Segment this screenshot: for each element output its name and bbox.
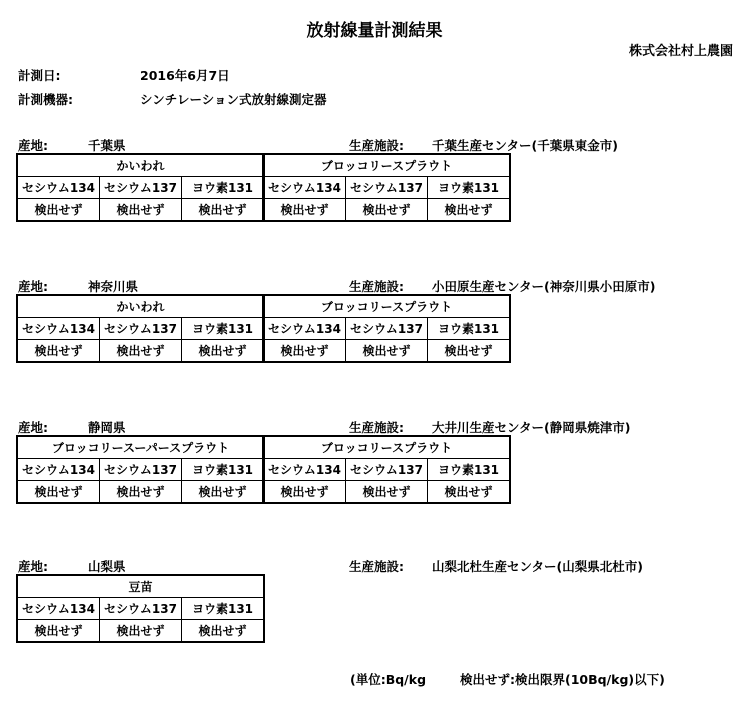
origin-value: 静岡県 [88, 420, 126, 435]
result-cs134: 検出せず [17, 620, 100, 643]
product-name: ブロッコリースーパースプラウト [17, 436, 264, 459]
origin-label: 産地: [18, 420, 48, 435]
measure-date-value: 2016年6月7日 [140, 68, 230, 83]
result-i131: 検出せず [428, 481, 511, 504]
facility-label: 生産施設: [349, 420, 404, 435]
header-cs137: セシウム137 [346, 459, 428, 481]
section-shizuoka [0, 418, 749, 528]
facility-label: 生産施設: [349, 138, 404, 153]
result-table [16, 153, 265, 222]
result-i131: 検出せず [182, 620, 265, 643]
product-name: かいわれ [17, 154, 264, 177]
header-i131: ヨウ素131 [428, 318, 511, 340]
measure-date-label: 計測日: [18, 68, 61, 83]
result-table [16, 294, 265, 363]
product-name: かいわれ [17, 295, 264, 318]
origin-label: 産地: [18, 279, 48, 294]
result-cs137: 検出せず [346, 481, 428, 504]
instrument-value: シンチレーション式放射線測定器 [140, 92, 327, 107]
header-cs134: セシウム134 [17, 318, 100, 340]
instrument-row [18, 90, 327, 108]
result-cs134: 検出せず [17, 199, 100, 222]
section-yamanashi [0, 557, 749, 667]
document-title: 放射線量計測結果 [306, 21, 443, 41]
result-cs137: 検出せず [100, 199, 182, 222]
product-name: ブロッコリースプラウト [263, 154, 510, 177]
header-i131: ヨウ素131 [428, 177, 511, 199]
instrument-label: 計測機器: [18, 92, 73, 107]
header-i131: ヨウ素131 [182, 318, 265, 340]
header-cs134: セシウム134 [17, 598, 100, 620]
origin-value: 千葉県 [88, 138, 126, 153]
result-cs137: 検出せず [346, 199, 428, 222]
result-cs137: 検出せず [100, 481, 182, 504]
section-kanagawa [0, 277, 749, 387]
result-i131: 検出せず [182, 481, 265, 504]
header-i131: ヨウ素131 [182, 177, 265, 199]
facility-value: 山梨北杜生産センター(山梨県北杜市) [432, 559, 643, 574]
company-name: 株式会社村上農園 [628, 44, 733, 59]
result-i131: 検出せず [428, 199, 511, 222]
header-cs137: セシウム137 [100, 459, 182, 481]
result-table [16, 435, 265, 504]
facility-value: 千葉生産センター(千葉県東金市) [432, 138, 618, 153]
header-cs134: セシウム134 [263, 177, 346, 199]
section-chiba [0, 136, 749, 246]
header-cs134: セシウム134 [263, 318, 346, 340]
result-table [262, 294, 511, 363]
facility-label: 生産施設: [349, 559, 404, 574]
result-i131: 検出せず [182, 199, 265, 222]
header-cs134: セシウム134 [17, 177, 100, 199]
header-i131: ヨウ素131 [182, 598, 265, 620]
header-cs134: セシウム134 [263, 459, 346, 481]
header-i131: ヨウ素131 [428, 459, 511, 481]
result-table [262, 435, 511, 504]
result-i131: 検出せず [428, 340, 511, 363]
result-table [262, 153, 511, 222]
result-cs134: 検出せず [17, 481, 100, 504]
origin-value: 山梨県 [88, 559, 126, 574]
result-table [16, 574, 265, 643]
result-cs134: 検出せず [263, 340, 346, 363]
header-cs137: セシウム137 [100, 177, 182, 199]
header-cs137: セシウム137 [346, 318, 428, 340]
product-name: 豆苗 [17, 575, 264, 598]
origin-label: 産地: [18, 138, 48, 153]
facility-label: 生産施設: [349, 279, 404, 294]
origin-value: 神奈川県 [88, 279, 139, 294]
origin-label: 産地: [18, 559, 48, 574]
result-cs137: 検出せず [346, 340, 428, 363]
product-name: ブロッコリースプラウト [263, 295, 510, 318]
result-cs134: 検出せず [263, 481, 346, 504]
header-cs137: セシウム137 [100, 318, 182, 340]
footer-unit: (単位:Bq/kg [350, 672, 427, 687]
header-cs137: セシウム137 [346, 177, 428, 199]
product-name: ブロッコリースプラウト [263, 436, 510, 459]
header-cs137: セシウム137 [100, 598, 182, 620]
facility-value: 大井川生産センター(静岡県焼津市) [432, 420, 631, 435]
result-cs137: 検出せず [100, 340, 182, 363]
footer-detection-limit: 検出せず:検出限界(10Bq/kg)以下) [460, 672, 665, 687]
footer-note [350, 670, 665, 688]
result-cs134: 検出せず [263, 199, 346, 222]
result-cs137: 検出せず [100, 620, 182, 643]
facility-value: 小田原生産センター(神奈川県小田原市) [432, 279, 656, 294]
measure-date-row [18, 66, 230, 84]
result-i131: 検出せず [182, 340, 265, 363]
result-cs134: 検出せず [17, 340, 100, 363]
header-i131: ヨウ素131 [182, 459, 265, 481]
header-cs134: セシウム134 [17, 459, 100, 481]
